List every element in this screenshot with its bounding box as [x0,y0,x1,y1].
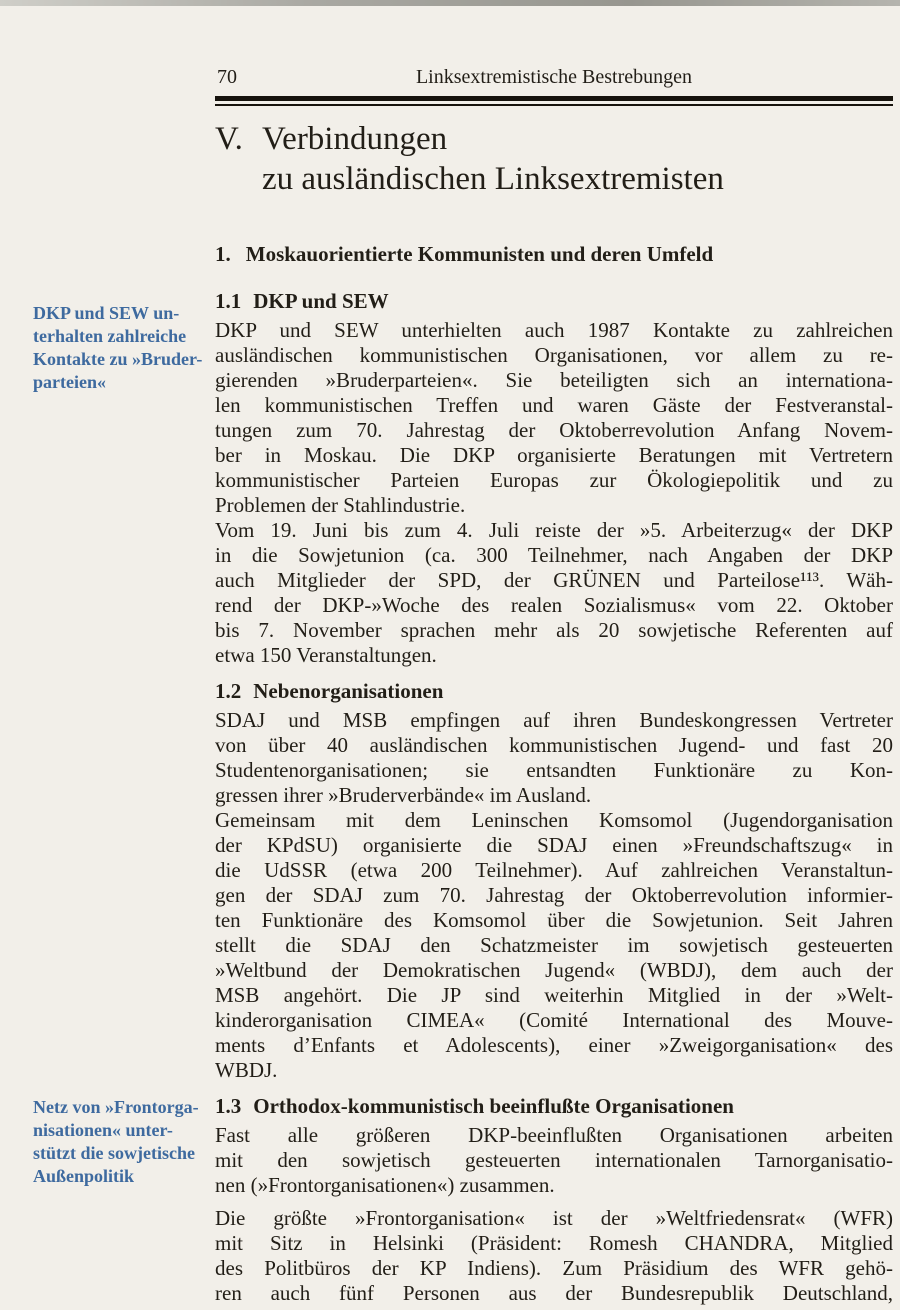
chapter-title-text [262,119,724,199]
paragraph-1-3-a [215,1123,893,1198]
section-heading-text: Moskauorientierte Kommunisten und deren Umfeld [245,242,714,266]
text-line: Netz von »Frontorga- [33,1097,199,1117]
subsection-number: 1.3 [215,1094,242,1118]
paragraph-1-1-b [215,518,893,668]
section-heading-1 [215,241,893,267]
text-line: ten Funktionäre des Komsomol über die Sowjetunion. Seit Jahren [215,908,893,932]
text-line: parteien« [33,372,106,392]
text-line: Außenpolitik [33,1166,135,1186]
subsection-heading-text: Orthodox-kommunistisch beeinflußte Organisationen [253,1094,734,1118]
text-line: DKP und SEW un- [33,303,180,323]
text-line: MSB angehört. Die JP sind weiterhin Mitglied in der »Welt- [215,983,893,1007]
page-number: 70 [217,66,237,88]
margin-note-bruderparteien [33,302,215,394]
chapter-title [215,119,893,199]
text-line: nisationen« unter- [33,1120,173,1140]
text-line: Fast alle größeren DKP-beeinflußten Organisationen arbeiten [215,1123,893,1147]
subsection-number: 1.2 [215,679,242,703]
text-line: die UdSSR (etwa 200 Teilnehmer). Auf zahlreichen Veranstaltun- [215,858,893,882]
text-line: ausländischen kommunistischen Organisationen, vor allem zu re- [215,343,893,367]
subsection-heading-1-1 [215,288,893,314]
text-column [215,0,893,1306]
section-number: 1. [215,242,231,266]
text-line: tungen zum 70. Jahrestag der Oktoberrevolution Anfang Novem- [215,418,893,442]
text-line: gressen ihrer »Bruderverbände« im Ausland. [215,783,592,807]
text-line: mit den sowjetisch gesteuerten internationalen Tarnorganisatio- [215,1148,893,1172]
text-line: gen der SDAJ zum 70. Jahrestag der Oktoberrevolution informier- [215,883,893,907]
text-line: kommunistischer Parteien Europas zur Ökologiepolitik und zu [215,468,893,492]
subsection-heading-1-2 [215,678,893,704]
text-line: der KPdSU) organisierte die SDAJ einen »Freundschaftszug« in [215,833,893,857]
paragraph-1-3-b [215,1206,893,1306]
text-line: rend der DKP-»Woche des realen Sozialismus« vom 22. Oktober [215,593,893,617]
text-line: SDAJ und MSB empfingen auf ihren Bundeskongressen Vertreter [215,708,893,732]
running-title: Linksextremistische Bestrebungen [415,66,693,88]
subsection-heading-1-3 [215,1093,893,1119]
text-line: terhalten zahlreiche [33,326,187,346]
text-line: in die Sowjetunion (ca. 300 Teilnehmer, nach Angaben der DKP [215,543,893,567]
text-line: Kontakte zu »Bruder- [33,349,203,369]
margin-note-frontorganisationen [33,1096,215,1188]
text-line: »Weltbund der Demokratischen Jugend« (WBDJ), dem auch der [215,958,893,982]
text-line: ren auch fünf Personen aus der Bundesrepublik Deutschland, [215,1281,893,1305]
paragraph-1-2-a [215,708,893,808]
text-line: Die größte »Frontorganisation« ist der »Weltfriedensrat« (WFR) [215,1206,893,1230]
paragraph-1-2-b [215,808,893,1083]
text-line: ments d’Enfants et Adolescents), einer »Zweigorganisation« des [215,1033,893,1057]
subsection-heading-text: DKP und SEW [253,289,389,313]
text-line: Vom 19. Juni bis zum 4. Juli reiste der »5. Arbeiterzug« der DKP [215,518,893,542]
text-line: ber in Moskau. Die DKP organisierte Beratungen mit Vertretern [215,443,893,467]
text-line: WBDJ. [215,1058,278,1082]
subsection-heading-text: Nebenorganisationen [253,679,444,703]
running-head [215,64,893,90]
text-line: len kommunistischen Treffen und waren Gäste der Festveranstal- [215,393,893,417]
text-line: des Politbüros der KP Indiens). Zum Präsidium des WFR gehö- [215,1256,893,1280]
text-line: nen (»Frontorganisationen«) zusammen. [215,1173,555,1197]
text-line: stellt die SDAJ den Schatzmeister im sowjetisch gesteuerten [215,933,893,957]
text-line: kinderorganisation CIMEA« (Comité International des Mouve- [215,1008,893,1032]
text-line: gierenden »Bruderparteien«. Sie beteiligten sich an internationa- [215,368,893,392]
text-line: von über 40 ausländischen kommunistischen Jugend- und fast 20 [215,733,893,757]
text-line: mit Sitz in Helsinki (Präsident: Romesh CHANDRA, Mitglied [215,1231,893,1255]
text-line: auch Mitglieder der SPD, der GRÜNEN und Parteilose¹¹³. Wäh- [215,568,893,592]
chapter-title-line1: Verbindungen [262,121,448,157]
text-line: etwa 150 Veranstaltungen. [215,643,437,667]
text-line: DKP und SEW unterhielten auch 1987 Kontakte zu zahlreichen [215,318,893,342]
text-line: bis 7. November sprachen mehr als 20 sowjetische Referenten auf [215,618,893,642]
text-line: stützt die sowjetische [33,1143,195,1163]
chapter-numeral: V. [215,121,243,157]
chapter-title-line2: zu ausländischen Linksextremisten [262,161,724,197]
header-rule [215,96,893,106]
text-line: Problemen der Stahlindustrie. [215,493,466,517]
paragraph-1-1-a [215,318,893,518]
text-line: Studentenorganisationen; sie entsandten Funktionäre zu Kon- [215,758,893,782]
subsection-number: 1.1 [215,289,242,313]
text-line: Gemeinsam mit dem Leninschen Komsomol (Jugendorganisation [215,808,893,832]
